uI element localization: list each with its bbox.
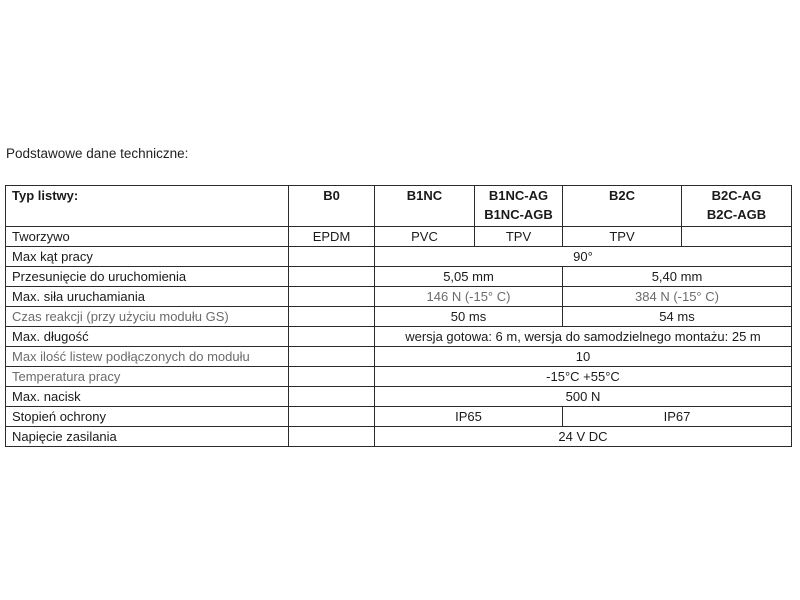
cell-b2c-ag: [682, 227, 792, 247]
row-max-dlugosc: [6, 327, 792, 347]
technical-data-table: [5, 185, 792, 447]
cell-b1-group: 5,05 mm: [375, 267, 563, 287]
cell-b0-empty: [289, 367, 375, 387]
cell-b0-empty: [289, 427, 375, 447]
cell-b1-group: IP65: [375, 407, 563, 427]
row-czas-reakcji: [6, 307, 792, 327]
header-b2c-ag: [682, 186, 792, 227]
row-label: Przesunięcie do uruchomienia: [6, 267, 289, 287]
row-label: Max. długość: [6, 327, 289, 347]
cell-b1-group: 146 N (-15° C): [375, 287, 563, 307]
row-label: Czas reakcji (przy użyciu modułu GS): [6, 307, 289, 327]
header-b1nc-ag-line2: B1NC-AGB: [484, 207, 553, 222]
row-max-nacisk: [6, 387, 792, 407]
row-stopien-ochrony: [6, 407, 792, 427]
table-header-row: [6, 186, 792, 227]
cell-b2-group: 384 N (-15° C): [563, 287, 792, 307]
row-sila: [6, 287, 792, 307]
row-label: Napięcie zasilania: [6, 427, 289, 447]
cell-b0-empty: [289, 267, 375, 287]
header-b2c: B2C: [563, 186, 682, 227]
cell-b1-group: 50 ms: [375, 307, 563, 327]
cell-b0-empty: [289, 387, 375, 407]
cell-b0-empty: [289, 347, 375, 367]
cell-b2-group: 54 ms: [563, 307, 792, 327]
row-label: Max ilość listew podłączonych do modułu: [6, 347, 289, 367]
row-label: Temperatura pracy: [6, 367, 289, 387]
cell-b2c: TPV: [563, 227, 682, 247]
cell-b0: EPDM: [289, 227, 375, 247]
header-b2c-ag-line1: B2C-AG: [711, 188, 762, 203]
cell-b0-empty: [289, 247, 375, 267]
row-max-ilosc: [6, 347, 792, 367]
cell-value: 500 N: [375, 387, 792, 407]
header-b0: B0: [289, 186, 375, 227]
row-napiecie: [6, 427, 792, 447]
cell-value: -15°C +55°C: [375, 367, 792, 387]
cell-b1nc: PVC: [375, 227, 475, 247]
header-b1nc-ag: [475, 186, 563, 227]
cell-b2-group: IP67: [563, 407, 792, 427]
cell-b2-group: 5,40 mm: [563, 267, 792, 287]
row-label: Max. siła uruchamiania: [6, 287, 289, 307]
row-label: Tworzywo: [6, 227, 289, 247]
header-b1nc: B1NC: [375, 186, 475, 227]
row-label: Max kąt pracy: [6, 247, 289, 267]
row-tworzywo: [6, 227, 792, 247]
cell-value: 90°: [375, 247, 792, 267]
cell-b0-empty: [289, 287, 375, 307]
row-temperatura: [6, 367, 792, 387]
row-przesuniecie: [6, 267, 792, 287]
cell-value: wersja gotowa: 6 m, wersja do samodzielnego montażu: 25 m: [375, 327, 792, 347]
page-heading: Podstawowe dane techniczne:: [6, 146, 189, 161]
row-label: Max. nacisk: [6, 387, 289, 407]
header-b1nc-ag-line1: B1NC-AG: [488, 188, 549, 203]
cell-b0-empty: [289, 307, 375, 327]
cell-b1nc-ag: TPV: [475, 227, 563, 247]
header-type-label: Typ listwy:: [6, 186, 289, 227]
cell-b0-empty: [289, 327, 375, 347]
row-label: Stopień ochrony: [6, 407, 289, 427]
row-max-kat: [6, 247, 792, 267]
cell-b0-empty: [289, 407, 375, 427]
cell-value: 10: [375, 347, 792, 367]
header-b2c-ag-line2: B2C-AGB: [706, 207, 767, 222]
cell-value: 24 V DC: [375, 427, 792, 447]
